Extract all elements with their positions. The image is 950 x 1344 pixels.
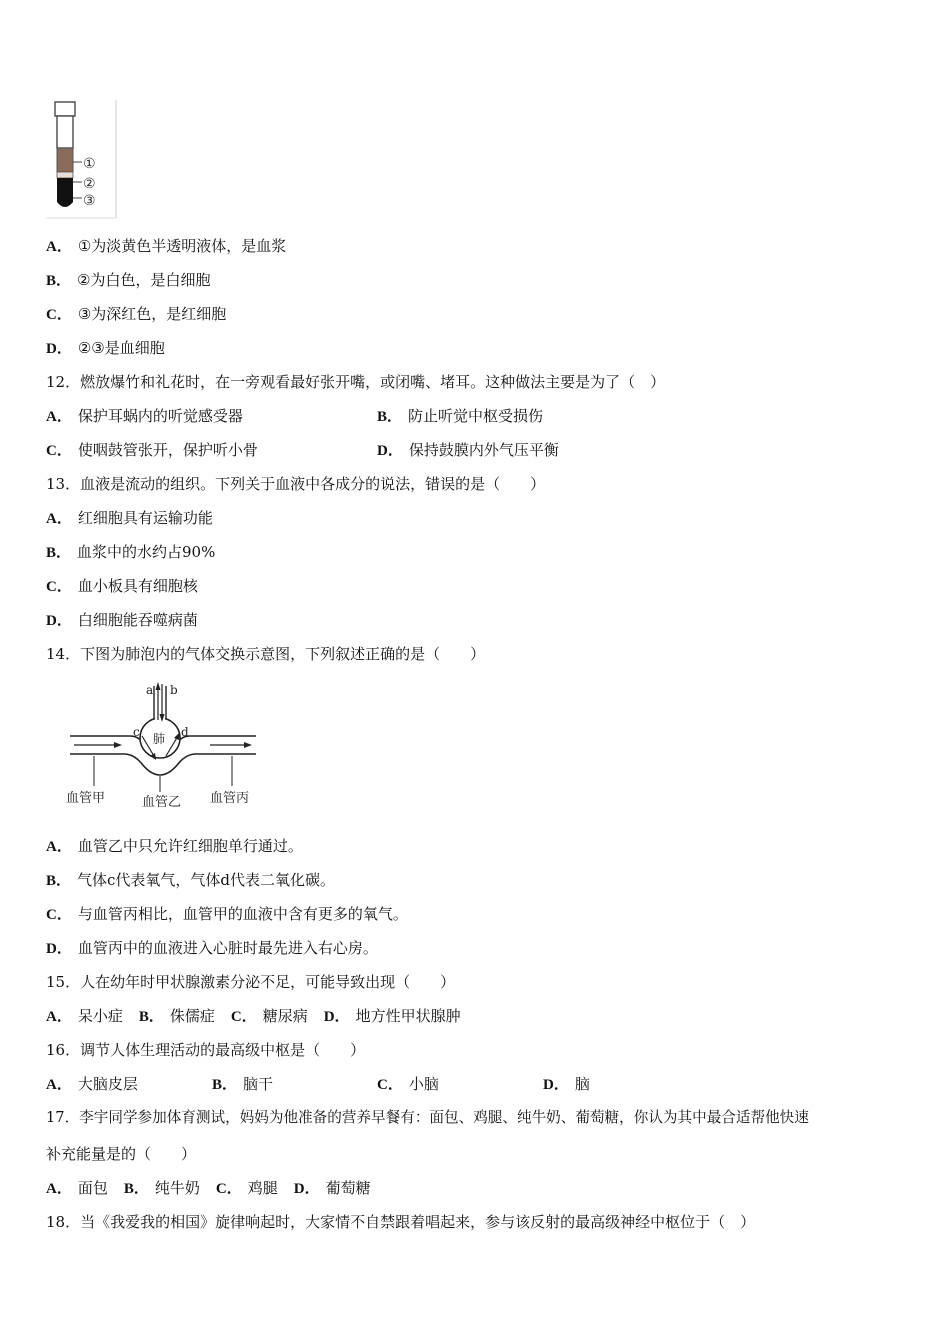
q17-options — [46, 1178, 387, 1199]
q16-option-c[interactable]: C． 小脑 — [377, 1075, 439, 1093]
q17-stem-line1: 17．李宇同学参加体育测试，妈妈为他准备的营养早餐有：面包、鸡腿、纯牛奶、葡萄糖，你认为其中最合适帮他快速 — [46, 1109, 809, 1126]
vessel-label-yi: 血管乙 — [142, 795, 182, 810]
q16-option-d[interactable]: D． 脑 — [543, 1075, 590, 1093]
alveolus-label: 肺 — [153, 732, 166, 746]
q15-option-b[interactable]: B． 侏儒症 — [138, 1007, 215, 1025]
q17-option-b[interactable]: B． 纯牛奶 — [123, 1179, 200, 1197]
q17-option-c[interactable]: C． 鸡腿 — [215, 1179, 278, 1197]
q13-option-b[interactable]: B． 血浆中的水约占90% — [46, 543, 216, 561]
q14-stem: 14．下图为肺泡内的气体交换示意图，下列叙述正确的是（ ） — [46, 645, 486, 663]
q13-stem: 13．血液是流动的组织。下列关于血液中各成分的说法，错误的是（ ） — [46, 475, 546, 493]
q15-option-d[interactable]: D． 地方性甲状腺肿 — [323, 1007, 461, 1025]
q15-stem: 15．人在幼年时甲状腺激素分泌不足，可能导致出现（ ） — [46, 973, 456, 991]
vessel-label-jia: 血管甲 — [66, 791, 106, 806]
q13-option-a[interactable]: A． 红细胞具有运输功能 — [46, 509, 213, 527]
arrow-label-c: c — [133, 725, 140, 739]
q11-option-c[interactable]: C． ③为深红色，是红细胞 — [46, 305, 227, 323]
label-1: ① — [83, 156, 96, 172]
q14-option-d[interactable]: D． 血管丙中的血液进入心脏时最先进入右心房。 — [46, 939, 378, 957]
q17-stem-line2: 补充能量是的（ ） — [46, 1145, 197, 1163]
tube-cap — [55, 102, 75, 116]
q17-option-d[interactable]: D． 葡萄糖 — [293, 1179, 371, 1197]
q12-options-row1 — [46, 406, 906, 427]
q13-option-d[interactable]: D． 白细胞能吞噬病菌 — [46, 611, 198, 629]
q12-option-a[interactable]: A． 保护耳蜗内的听觉感受器 — [46, 407, 243, 425]
q17-option-a[interactable]: A． 面包 — [46, 1179, 108, 1197]
arrow-label-d: d — [181, 725, 189, 739]
q14-option-c[interactable]: C． 与血管丙相比，血管甲的血液中含有更多的氧气。 — [46, 905, 408, 923]
arrow-label-a: a — [146, 683, 154, 697]
q12-option-d[interactable]: D． 保持鼓膜内外气压平衡 — [377, 441, 559, 459]
q15-option-c[interactable]: C． 糖尿病 — [230, 1007, 308, 1025]
q15-option-a[interactable]: A． 呆小症 — [46, 1007, 123, 1025]
q11-option-b[interactable]: B． ②为白色，是白细胞 — [46, 271, 211, 289]
q12-option-c[interactable]: C． 使咽鼓管张开，保护听小骨 — [46, 441, 258, 459]
q12-stem: 12．燃放爆竹和礼花时，在一旁观看最好张开嘴，或闭嘴、堵耳。这种做法主要是为了（ ） — [46, 373, 666, 391]
q16-options — [46, 1074, 906, 1095]
vessel-label-bing: 血管丙 — [210, 791, 250, 806]
q14-option-b[interactable]: B． 气体c代表氧气，气体d代表二氧化碳。 — [46, 871, 336, 889]
q11-option-d[interactable]: D． ②③是血细胞 — [46, 339, 165, 357]
q12-options-row2 — [46, 440, 906, 461]
q16-option-b[interactable]: B． 脑干 — [212, 1075, 274, 1093]
q11-option-a[interactable]: A． ①为淡黄色半透明液体，是血浆 — [46, 237, 287, 255]
plasma-layer — [57, 148, 73, 172]
q13-option-c[interactable]: C． 血小板具有细胞核 — [46, 577, 198, 595]
q16-option-a[interactable]: A． 大脑皮层 — [46, 1075, 138, 1093]
tube-body — [57, 116, 73, 148]
q12-option-b[interactable]: B． 防止听觉中枢受损伤 — [377, 407, 544, 425]
q14-option-a[interactable]: A． 血管乙中只允许红细胞单行通过。 — [46, 837, 303, 855]
arrow-label-b: b — [170, 683, 178, 697]
q18-stem: 18．当《我爱我的相国》旋律响起时，大家情不自禁跟着唱起来，参与该反射的最高级神经中枢位于（ ） — [46, 1213, 756, 1231]
label-2: ② — [83, 176, 96, 192]
rbc-layer — [57, 178, 73, 207]
q15-options — [46, 1006, 477, 1027]
label-3: ③ — [83, 193, 96, 209]
buffy-layer — [57, 172, 73, 178]
q16-stem: 16．调节人体生理活动的最高级中枢是（ ） — [46, 1041, 366, 1059]
test-tube-figure — [44, 98, 120, 220]
alveolus-gas-exchange-figure — [60, 676, 270, 816]
